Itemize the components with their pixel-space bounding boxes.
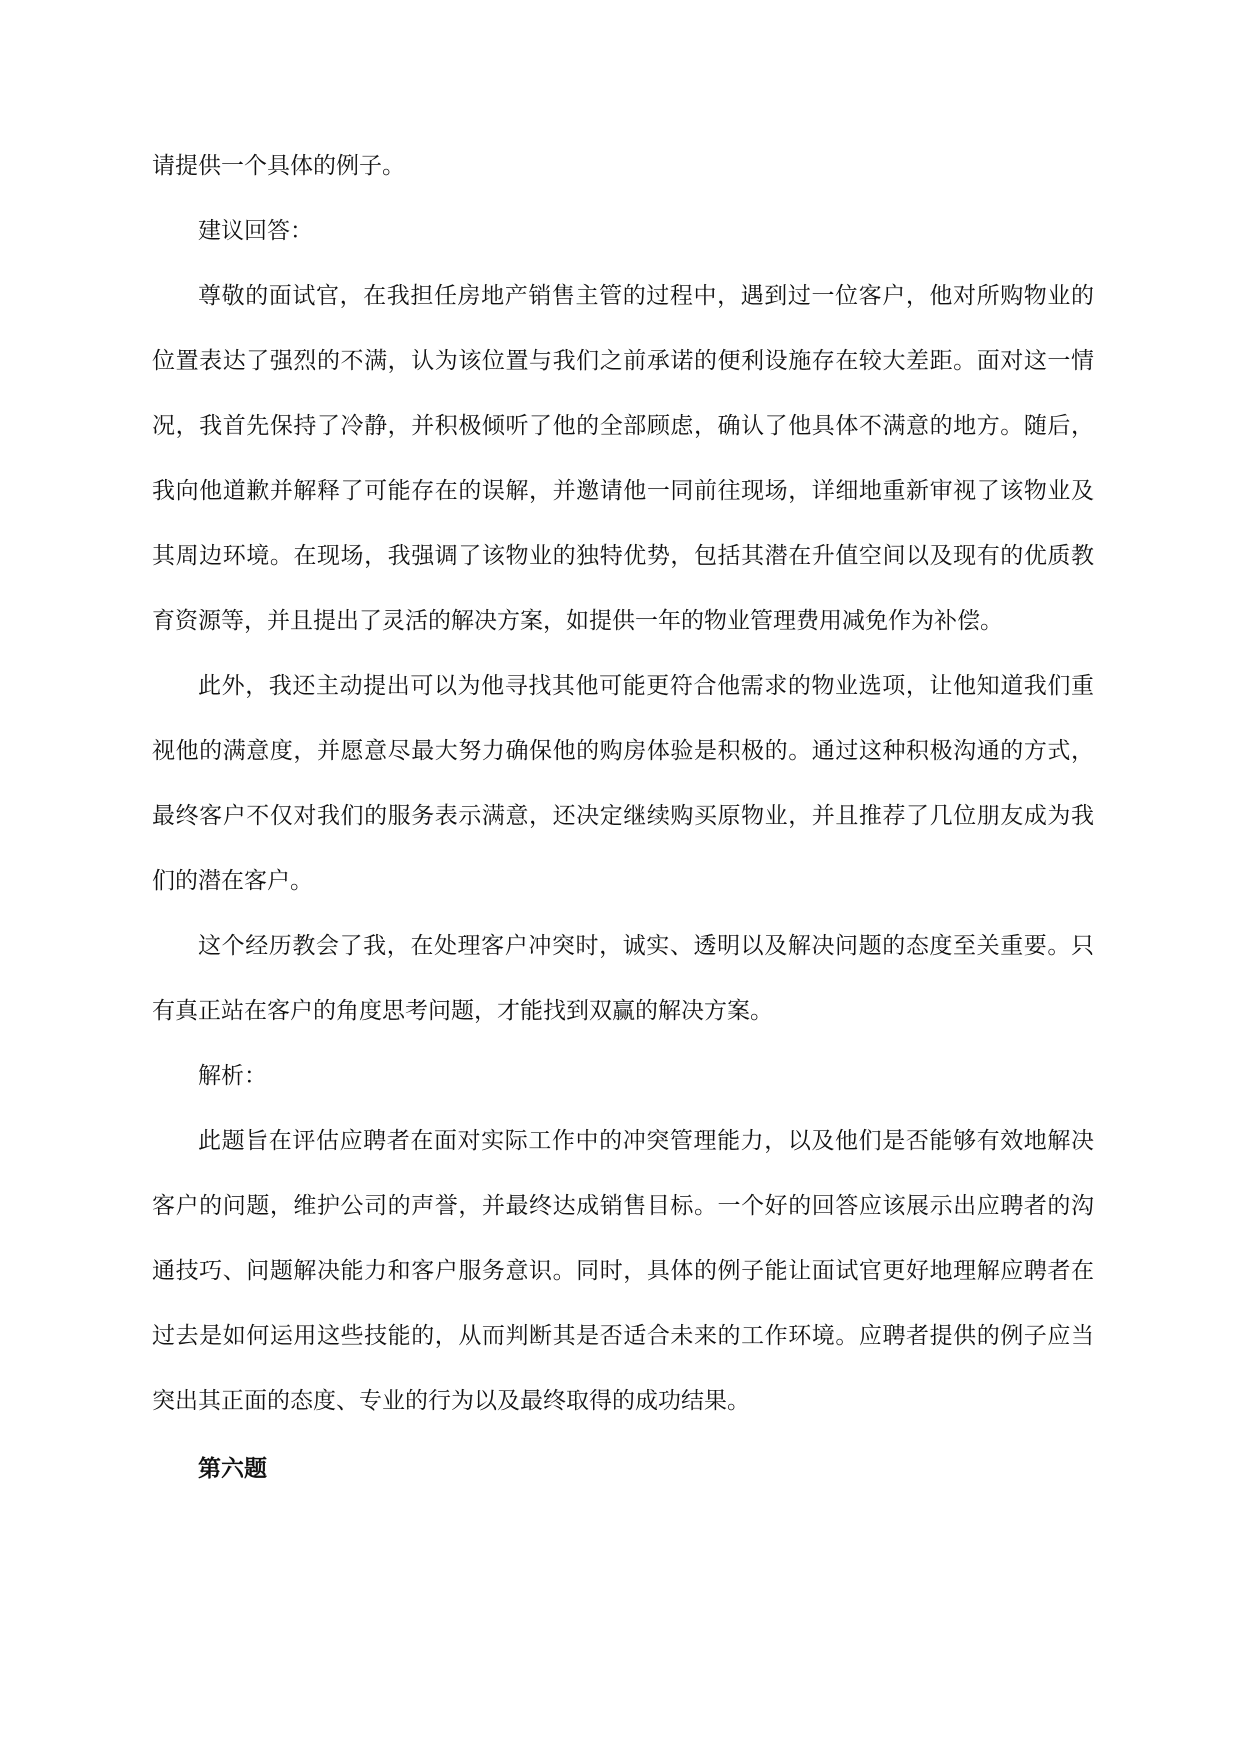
question-continuation: 请提供一个具体的例子。 [152,153,405,179]
answer-paragraph-3: 这个经历教会了我，在处理客户冲突时，诚实、透明以及解决问题的态度至关重要。只有真正站在客户的角度思考问题，才能找到双赢的解决方案。 [152,933,1094,1024]
answer-paragraph-2: 此外，我还主动提出可以为他寻找其他可能更符合他需求的物业选项，让他知道我们重视他的满意度，并愿意尽最大努力确保他的购房体验是积极的。通过这种积极沟通的方式，最终客户不仅对我们的服务表示满意，还决定继续购买原物业，并且推荐了几位朋友成为我们的潜在客户。 [152,673,1094,894]
analysis-label: 解析： [198,1063,267,1089]
analysis-paragraph: 此题旨在评估应聘者在面对实际工作中的冲突管理能力，以及他们是否能够有效地解决客户的问题，维护公司的声誉，并最终达成销售目标。一个好的回答应该展示出应聘者的沟通技巧、问题解决能力和客户服务意识。同时，具体的例子能让面试官更好地理解应聘者在过去是如何运用这些技能的，从而判断其是否适合未来的工作环境。应聘者提供的例子应当突出其正面的态度、专业的行为以及最终取得的成功结果。 [152,1128,1094,1414]
document-body [152,134,1094,1501]
answer-paragraph-1: 尊敬的面试官，在我担任房地产销售主管的过程中，遇到过一位客户，他对所购物业的位置表达了强烈的不满，认为该位置与我们之前承诺的便利设施存在较大差距。面对这一情况，我首先保持了冷静，并积极倾听了他的全部顾虑，确认了他具体不满意的地方。随后，我向他道歉并解释了可能存在的误解，并邀请他一同前往现场，详细地重新审视了该物业及其周边环境。在现场，我强调了该物业的独特优势，包括其潜在升值空间以及现有的优质教育资源等，并且提出了灵活的解决方案，如提供一年的物业管理费用减免作为补偿。 [152,283,1094,634]
suggested-answer-label: 建议回答： [198,218,313,244]
section-heading: 第六题 [198,1455,267,1482]
